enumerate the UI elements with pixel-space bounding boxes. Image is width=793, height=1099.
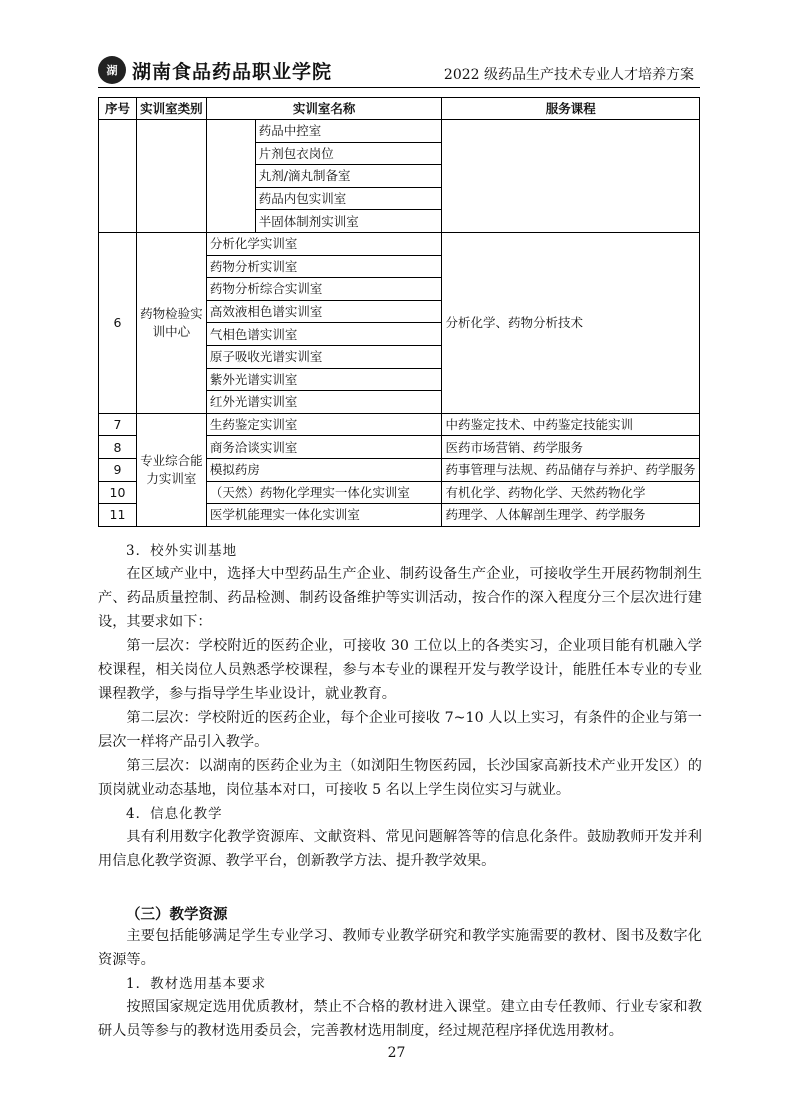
room-cell: 气相色谱实训室 (206, 323, 442, 346)
row-no-cell: 8 (99, 436, 137, 459)
row-no-cell: 9 (99, 458, 137, 481)
room-cell: （天然）药物化学理实一体化实训室 (206, 481, 442, 504)
paragraph-intro: 在区域产业中，选择大中型药品生产企业、制药设备生产企业，可接收学生开展药物制剂生产、药品质量控制、药品检测、制药设备维护等实训活动，按合作的深入程度分三个层次进行建设，其要求如下： (98, 566, 702, 630)
room-cell: 半固体制剂实训室 (255, 210, 442, 233)
heading-textbook: 1．教材选用基本要求 (126, 976, 267, 992)
room-cell: 药物分析实训室 (206, 255, 442, 278)
course-cell: 分析化学、药物分析技术 (442, 232, 700, 413)
paragraph-resources: 主要包括能够满足学生专业学习、教师专业教学研究和教学实施需要的教材、图书及数字化资源等。 (98, 928, 702, 968)
table-row (99, 413, 700, 436)
category-cell: 药物检验实训中心 (136, 232, 206, 413)
room-cell: 红外光谱实训室 (206, 391, 442, 414)
room-cell: 药物分析综合实训室 (206, 278, 442, 301)
section-heading-resources: （三）教学资源 (126, 907, 228, 923)
room-cell: 紫外光谱实训室 (206, 368, 442, 391)
col-header-category: 实训室类别 (136, 98, 206, 120)
paragraph-level-2: 第二层次：学校附近的医药企业，每个企业可接收 7~10 人以上实习，有条件的企业与第一层次一样将产品引入教学。 (98, 710, 702, 750)
document-title: 2022 级药品生产技术专业人才培养方案 (443, 67, 694, 83)
col-header-room: 实训室名称 (206, 98, 442, 120)
table-header-row (99, 98, 700, 120)
row-no-cell: 6 (99, 232, 137, 413)
room-cell: 药品内包实训室 (255, 187, 442, 210)
header-rule (98, 87, 700, 88)
page-header (98, 56, 698, 90)
course-cell: 药理学、人体解剖生理学、药学服务 (442, 504, 700, 527)
school-logo-block (98, 56, 332, 84)
room-cell: 分析化学实训室 (206, 232, 442, 255)
training-room-table (98, 97, 700, 527)
course-cell: 中药鉴定技术、中药鉴定技能实训 (442, 413, 700, 436)
room-cell: 医学机能理实一体化实训室 (206, 504, 442, 527)
course-cell: 药事管理与法规、药品储存与养护、药学服务 (442, 458, 700, 481)
school-name: 湖南食品药品职业学院 (132, 60, 333, 83)
cont-no-cell (99, 120, 137, 233)
course-cell: 有机化学、药物化学、天然药物化学 (442, 481, 700, 504)
school-logo-icon: 湖 (98, 56, 126, 84)
row-no-cell: 11 (99, 504, 137, 527)
cont-category-cell (136, 120, 206, 233)
paragraph-it-teaching: 具有利用数字化教学资源库、文献资料、常见问题解答等的信息化条件。鼓励教师开发并利用信息化教学资源、教学平台，创新教学方法、提升教学效果。 (98, 829, 702, 869)
paragraph-textbook: 按照国家规定选用优质教材，禁止不合格的教材进入课堂。建立由专任教师、行业专家和教研人员等参与的教材选用委员会，完善教材选用制度，经过规范程序择优选用教材。 (98, 999, 702, 1039)
row-no-cell: 10 (99, 481, 137, 504)
cont-subcategory-cell (206, 120, 255, 233)
room-cell: 原子吸收光谱实训室 (206, 345, 442, 368)
course-cell: 医药市场营销、药学服务 (442, 436, 700, 459)
room-cell: 商务洽谈实训室 (206, 436, 442, 459)
heading-it-teaching: 4．信息化教学 (126, 806, 223, 822)
room-cell: 模拟药房 (206, 458, 442, 481)
room-cell: 生药鉴定实训室 (206, 413, 442, 436)
row-no-cell: 7 (99, 413, 137, 436)
heading-offcampus-base: 3．校外实训基地 (126, 543, 238, 559)
col-header-no: 序号 (99, 98, 137, 120)
category-cell: 专业综合能力实训室 (136, 413, 206, 526)
table-row (99, 120, 700, 143)
room-cell: 高效液相色谱实训室 (206, 300, 442, 323)
room-cell: 丸剂/滴丸制备室 (255, 165, 442, 188)
room-cell: 片剂包衣岗位 (255, 142, 442, 165)
paragraph-level-3: 第三层次：以湖南的医药企业为主（如浏阳生物医药园，长沙国家高新技术产业开发区）的顶岗就业动态基地，岗位基本对口，可接收 5 名以上学生岗位实习与就业。 (98, 758, 702, 798)
room-cell: 药品中控室 (255, 120, 442, 143)
paragraph-level-1: 第一层次：学校附近的医药企业，可接收 30 工位以上的各类实习，企业项目能有机融入学校课程，相关岗位人员熟悉学校课程，参与本专业的课程开发与教学设计，能胜任本专业的专业课程教学，参与指导学生毕业设计，就业教育。 (98, 638, 702, 702)
table-row (99, 232, 700, 255)
cont-course-cell (442, 120, 700, 233)
col-header-course: 服务课程 (442, 98, 700, 120)
page-number: 27 (387, 1045, 406, 1061)
